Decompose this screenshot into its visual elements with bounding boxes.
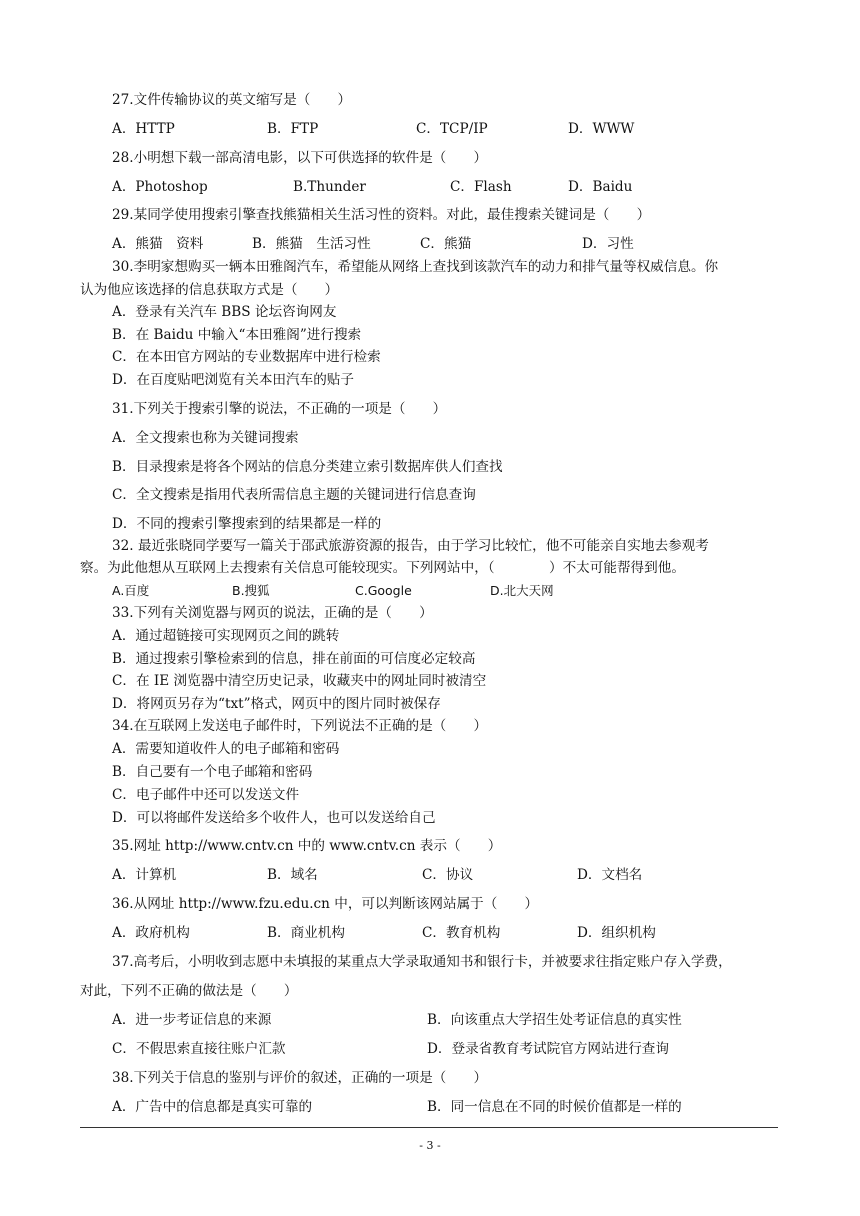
q34-option-b: B．自己要有一个电子邮箱和密码 [112,764,313,780]
q32-option-d: D.北大天网 [490,583,554,598]
q32-option-b: B.搜狐 [232,583,270,598]
q37-option-c: C．不假思索直接往账户汇款 [112,1041,286,1057]
q37-option-b: B．向该重点大学招生处考证信息的真实性 [427,1012,682,1028]
q37-option-a: A．进一步考证信息的来源 [112,1012,272,1028]
footer-divider [80,1127,778,1128]
q38-option-b: B．同一信息在不同的时候价值都是一样的 [427,1099,682,1115]
q37-stem-line1: 37.高考后，小明收到志愿中未填报的某重点大学录取通知书和银行卡，并被要求往指定账户存入学费， [112,954,732,970]
q35-option-d: D．文档名 [577,867,643,883]
q33-option-a: A．通过超链接可实现网页之间的跳转 [112,628,340,644]
q29-option-c: C．熊猫 [420,236,472,252]
q37-option-d: D．登录省教育考试院官方网站进行查询 [427,1041,669,1057]
q29-option-d: D．习性 [582,236,634,252]
q30-option-c: C．在本田官方网站的专业数据库中进行检索 [112,349,381,365]
q30-option-a: A．登录有关汽车 BBS 论坛咨询网友 [112,304,337,320]
q32-stem-line2: 察。为此他想从互联网上去搜索有关信息可能较现实。下列网站中，（ ）不太可能帮得到他。 [80,560,685,576]
q38-stem: 38.下列关于信息的鉴别与评价的叙述，正确的一项是（ ） [112,1070,488,1086]
q34-option-a: A．需要知道收件人的电子邮箱和密码 [112,741,340,757]
q33-option-d: D．将网页另存为“txt”格式，网页中的图片同时被保存 [112,696,441,712]
q34-option-d: D．可以将邮件发送给多个收件人，也可以发送给自己 [112,810,436,826]
q27-option-b: B．FTP [267,121,319,137]
q33-option-c: C．在 IE 浏览器中清空历史记录，收藏夹中的网址同时被清空 [112,673,487,689]
q28-stem: 28.小明想下载一部高清电影，以下可供选择的软件是（ ） [112,150,488,166]
q29-option-b: B．熊猫 生活习性 [252,236,371,252]
q37-stem-line2: 对此，下列不正确的做法是（ ） [80,983,298,999]
q30-stem-line2: 认为他应该选择的信息获取方式是（ ） [80,282,339,298]
q31-stem: 31.下列关于搜索引擎的说法，不正确的一项是（ ） [112,401,447,417]
q32-stem-line1: 32. 最近张晓同学要写一篇关于邵武旅游资源的报告，由于学习比较忙，他不可能亲自实地去参观考 [112,538,709,554]
q30-stem-line1: 30.李明家想购买一辆本田雅阁汽车，希望能从网络上查找到该款汽车的动力和排气量等权威信息。你 [112,259,719,275]
q31-option-b: B．目录搜索是将各个网站的信息分类建立索引数据库供人们查找 [112,459,503,475]
q30-option-b: B．在 Baidu 中输入“本田雅阁”进行搜索 [112,327,362,343]
q35-option-c: C．协议 [422,867,474,883]
q28-option-d: D．Baidu [568,179,633,195]
q36-option-c: C．教育机构 [422,925,501,941]
q31-option-c: C．全文搜索是指用代表所需信息主题的关键词进行信息查询 [112,487,476,503]
q28-option-c: C．Flash [450,179,512,195]
q36-stem: 36.从网址 http://www.fzu.edu.cn 中，可以判断该网站属于（ ） [112,896,539,912]
q31-option-d: D．不同的搜索引擎搜索到的结果都是一样的 [112,516,382,532]
q27-option-d: D．WWW [568,121,635,137]
q36-option-d: D．组织机构 [577,925,656,941]
q35-option-b: B．域名 [267,867,318,883]
q33-stem: 33.下列有关浏览器与网页的说法，正确的是（ ） [112,605,433,621]
q38-option-a: A．广告中的信息都是真实可靠的 [112,1099,313,1115]
q27-option-a: A．HTTP [112,121,175,137]
q32-option-c: C.Google [355,583,412,598]
q31-option-a: A．全文搜索也称为关键词搜索 [112,430,299,446]
q34-option-c: C．电子邮件中还可以发送文件 [112,787,300,803]
q35-option-a: A．计算机 [112,867,177,883]
q29-option-a: A．熊猫 资料 [112,236,204,252]
q36-option-a: A．政府机构 [112,925,190,941]
q33-option-b: B．通过搜索引擎检索到的信息，排在前面的可信度必定较高 [112,651,476,667]
q34-stem: 34.在互联网上发送电子邮件时，下列说法不正确的是（ ） [112,718,488,734]
q28-option-a: A．Photoshop [112,179,208,195]
q28-option-b: B.Thunder [293,179,366,195]
q32-option-a: A.百度 [112,583,150,598]
page-number: - 3 - [419,1139,441,1152]
q36-option-b: B．商业机构 [267,925,345,941]
q30-option-d: D．在百度贴吧浏览有关本田汽车的贴子 [112,372,354,388]
q27-option-c: C．TCP/IP [416,121,488,137]
q29-stem: 29.某同学使用搜索引擎查找熊猫相关生活习性的资料。对此，最佳搜索关键词是（ ） [112,207,651,223]
q27-stem: 27.文件传输协议的英文缩写是（ ） [112,92,352,108]
q35-stem: 35.网址 http://www.cntv.cn 中的 www.cntv.cn 表示（ ） [112,838,502,854]
